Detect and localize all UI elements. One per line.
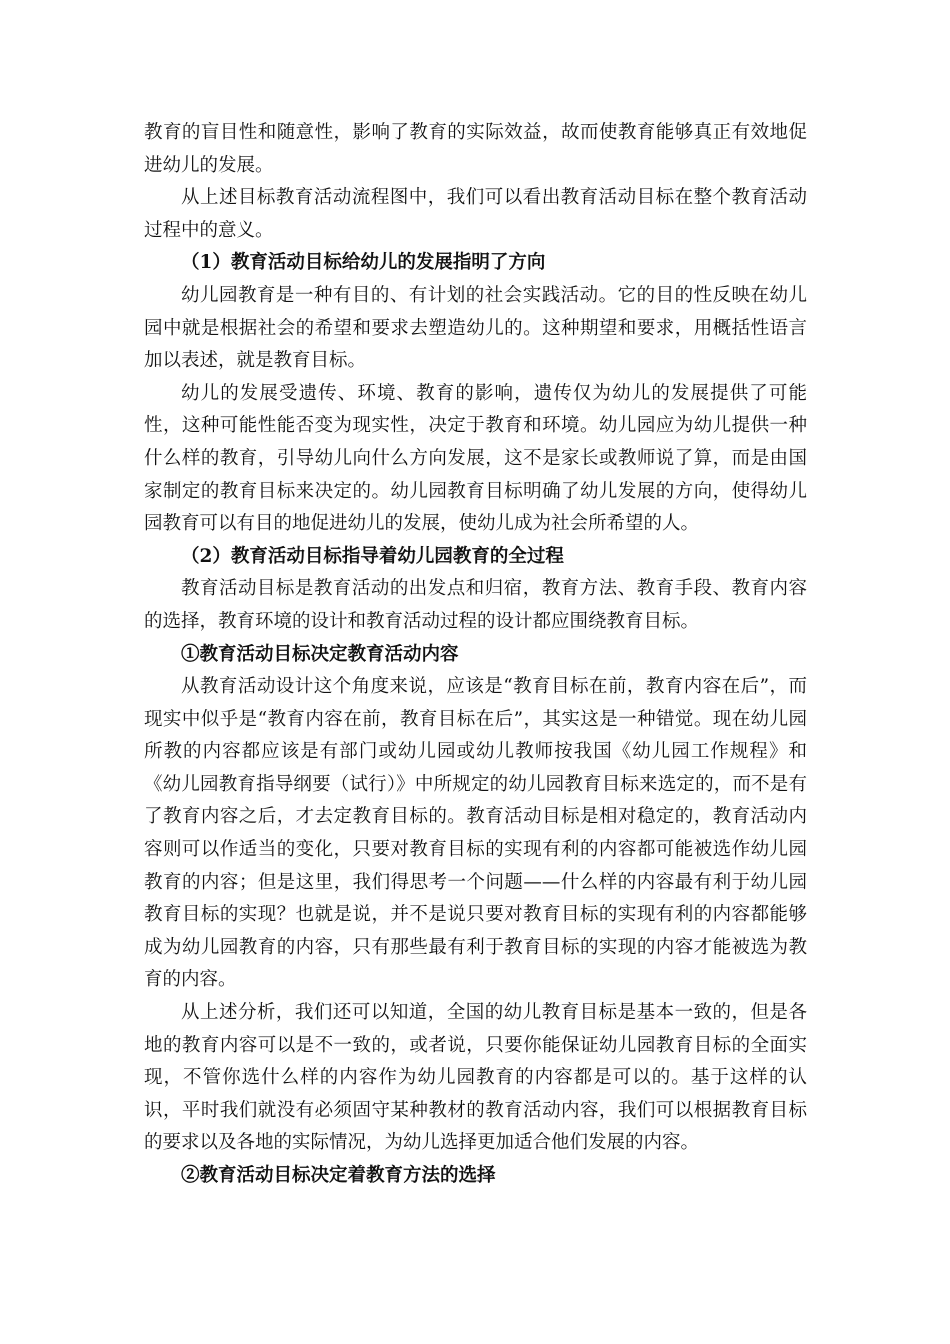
- paragraph-continued: 教育的盲目性和随意性，影响了教育的实际效益，故而使教育能够真正有效地促进幼儿的发展。: [144, 122, 807, 176]
- paragraph: 从上述目标教育活动流程图中，我们可以看出教育活动目标在整个教育活动过程中的意义。: [144, 187, 807, 241]
- subsection-heading: ②教育活动目标决定着教育方法的选择: [181, 1165, 496, 1186]
- paragraph: 教育活动目标是教育活动的出发点和归宿，教育方法、教育手段、教育内容的选择，教育环境的设计和教育活动过程的设计都应围绕教育目标。: [144, 578, 807, 632]
- section-heading: （2）教育活动目标指导着幼儿园教育的全过程: [181, 545, 564, 567]
- document-page: [144, 117, 807, 1193]
- paragraph: 从上述分析，我们还可以知道，全国的幼儿教育目标是基本一致的，但是各地的教育内容可以是不一致的，或者说，只要你能保证幼儿园教育目标的全面实现，不管你选什么样的内容作为幼儿园教育的内容都是可以的。基于这样的认识，平时我们就没有必须固守某种教材的教育活动内容，我们可以根据教育目标的要求以及各地的实际情况，为幼儿选择更加适合他们发展的内容。: [144, 1002, 807, 1154]
- section-heading: （1）教育活动目标给幼儿的发展指明了方向: [181, 252, 546, 274]
- paragraph: 幼儿的发展受遗传、环境、教育的影响，遗传仅为幼儿的发展提供了可能性，这种可能性能否变为现实性，决定于教育和环境。幼儿园应为幼儿提供一种什么样的教育，引导幼儿向什么方向发展，这不是家长或教师说了算，而是由国家制定的教育目标来决定的。幼儿园教育目标明确了幼儿发展的方向，使得幼儿园教育可以有目的地促进幼儿的发展，使幼儿成为社会所希望的人。: [144, 382, 807, 535]
- paragraph: 从教育活动设计这个角度来说，应该是“教育目标在前，教育内容在后”，而现实中似乎是“教育内容在前，教育目标在后”，其实这是一种错觉。现在幼儿园所教的内容都应该是有部门或幼儿园或幼儿教师按我国《幼儿园工作规程》和《幼儿园教育指导纲要（试行）》中所规定的幼儿园教育目标来选定的，而不是有了教育内容之后，才去定教育目标的。教育活动目标是相对稳定的，教育活动内容则可以作适当的变化，只要对教育目标的实现有利的内容都可能被选作幼儿园教育的内容；但是这里，我们得思考一个问题——什么样的内容最有利于幼儿园教育目标的实现？也就是说，并不是说只要对教育目标的实现有利的内容都能够成为幼儿园教育的内容，只有那些最有利于教育目标的实现的内容才能被选为教育的内容。: [144, 676, 807, 991]
- subsection-heading: ①教育活动目标决定教育活动内容: [181, 643, 459, 665]
- paragraph: 幼儿园教育是一种有目的、有计划的社会实践活动。它的目的性反映在幼儿园中就是根据社会的希望和要求去塑造幼儿的。这种期望和要求，用概括性语言加以表述，就是教育目标。: [144, 284, 807, 372]
